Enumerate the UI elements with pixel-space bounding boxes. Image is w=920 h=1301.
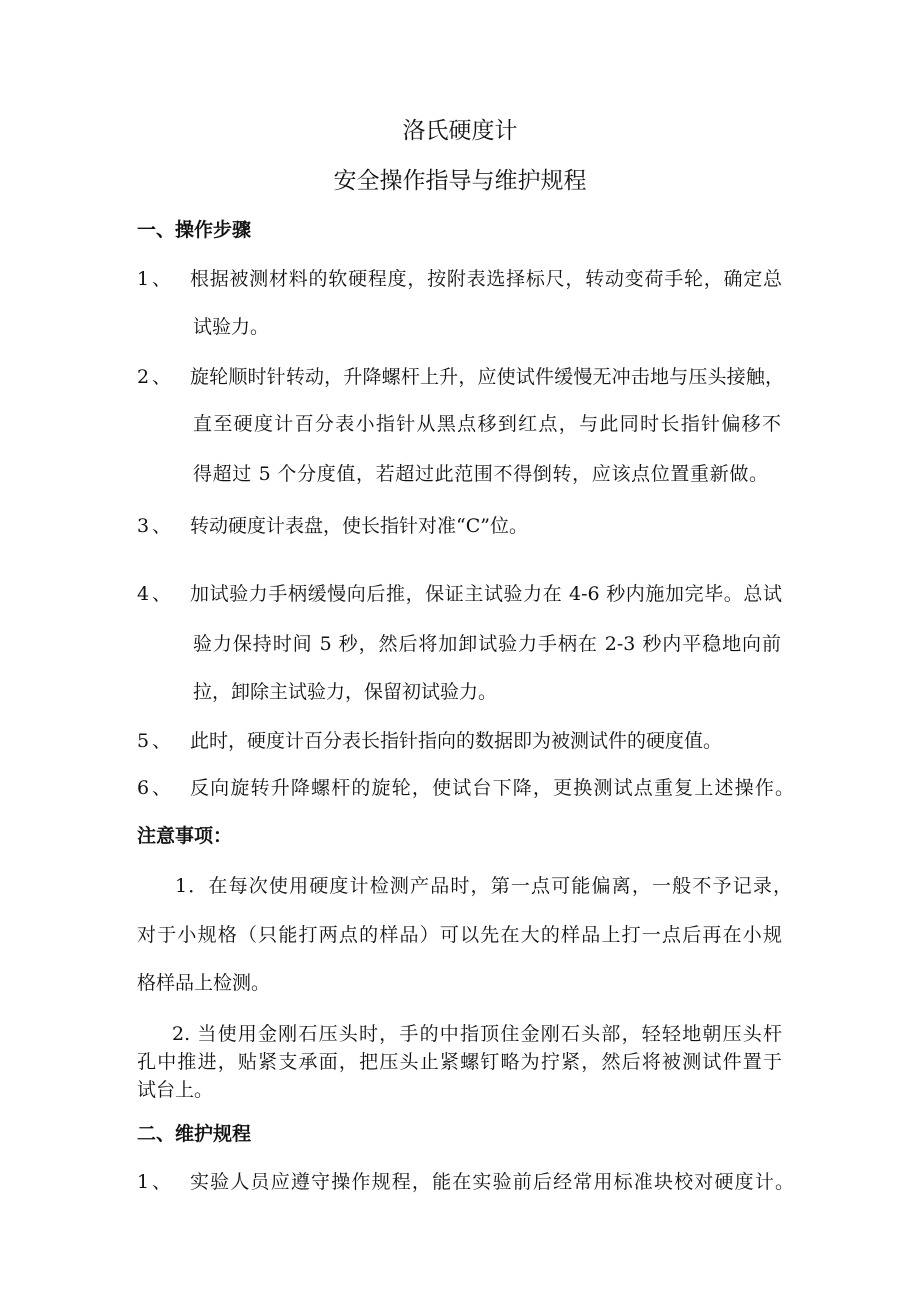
document-subtitle: 安全操作指导与维护规程 <box>333 168 587 194</box>
step-text-line: 实验人员应遵守操作规程，能在实验前后经常用标准块校对硬度计。 <box>190 1171 794 1193</box>
note-text-line: 试台上。 <box>137 1079 214 1101</box>
step-text-line: 根据被测材料的软硬程度，按附表选择标尺，转动变荷手轮，确定总 <box>190 268 782 290</box>
section-heading-maintenance: 二、维护规程 <box>137 1123 252 1145</box>
step-number: 2 <box>137 366 150 388</box>
step-text-line: 验力保持时间 5 秒，然后将加卸试验力手柄在 2-3 秒内平稳地向前 <box>193 633 781 655</box>
step-number: 4 <box>137 583 150 605</box>
step-text-line: 拉，卸除主试验力，保留初试验力。 <box>193 681 498 703</box>
step-text-line: 此时，硬度计百分表长指针指向的数据即为被测试件的硬度值。 <box>190 730 723 752</box>
step-text-line: 试验力。 <box>193 316 270 338</box>
step-text-line: 反向旋转升降螺杆的旋轮，使试台下降，更换测试点重复上述操作。 <box>190 777 794 799</box>
step-number: 6 <box>137 777 150 799</box>
step-text-line: 转动硬度计表盘，使长指针对准“C”位。 <box>190 515 528 537</box>
note-text-line: 对于小规格（只能打两点的样品）可以先在大的样品上打一点后再在小规 <box>137 924 782 946</box>
step-number: 5 <box>137 730 150 752</box>
step-number: 1 <box>137 268 150 290</box>
step-separator: 、 <box>152 366 172 388</box>
step-separator: 、 <box>152 730 172 752</box>
document-title: 洛氏硬度计 <box>402 118 518 144</box>
notes-heading: 注意事项： <box>137 825 233 847</box>
step-separator: 、 <box>152 515 172 537</box>
step-separator: 、 <box>152 1171 172 1193</box>
step-text-line: 加试验力手柄缓慢向后推，保证主试验力在 4-6 秒内施加完毕。总试 <box>190 583 782 605</box>
note-text-line: 格样品上检测。 <box>137 972 271 994</box>
note-text-line: 2. 当使用金刚石压头时，手的中指顶住金刚石头部，轻轻地朝压头杆 <box>172 1023 782 1045</box>
note-text-line: 孔中推进，贴紧支承面，把压头止紧螺钉略为拧紧，然后将被测试件置于 <box>137 1051 782 1073</box>
step-separator: 、 <box>152 268 172 290</box>
step-number: 1 <box>137 1171 150 1193</box>
step-separator: 、 <box>152 777 172 799</box>
section-heading-operation-steps: 一、操作步骤 <box>137 219 252 241</box>
note-text-line: 1．在每次使用硬度计检测产品时，第一点可能偏离，一般不予记录， <box>175 875 792 897</box>
step-separator: 、 <box>152 583 172 605</box>
step-text-line: 得超过 5 个分度值，若超过此范围不得倒转，应该点位置重新做。 <box>193 463 768 485</box>
step-text-line: 旋轮顺时针转动，升降螺杆上升，应使试件缓慢无冲击地与压头接触， <box>190 366 784 388</box>
step-text-line: 直至硬度计百分表小指针从黑点移到红点，与此同时长指针偏移不 <box>193 413 781 435</box>
step-number: 3 <box>137 515 150 537</box>
